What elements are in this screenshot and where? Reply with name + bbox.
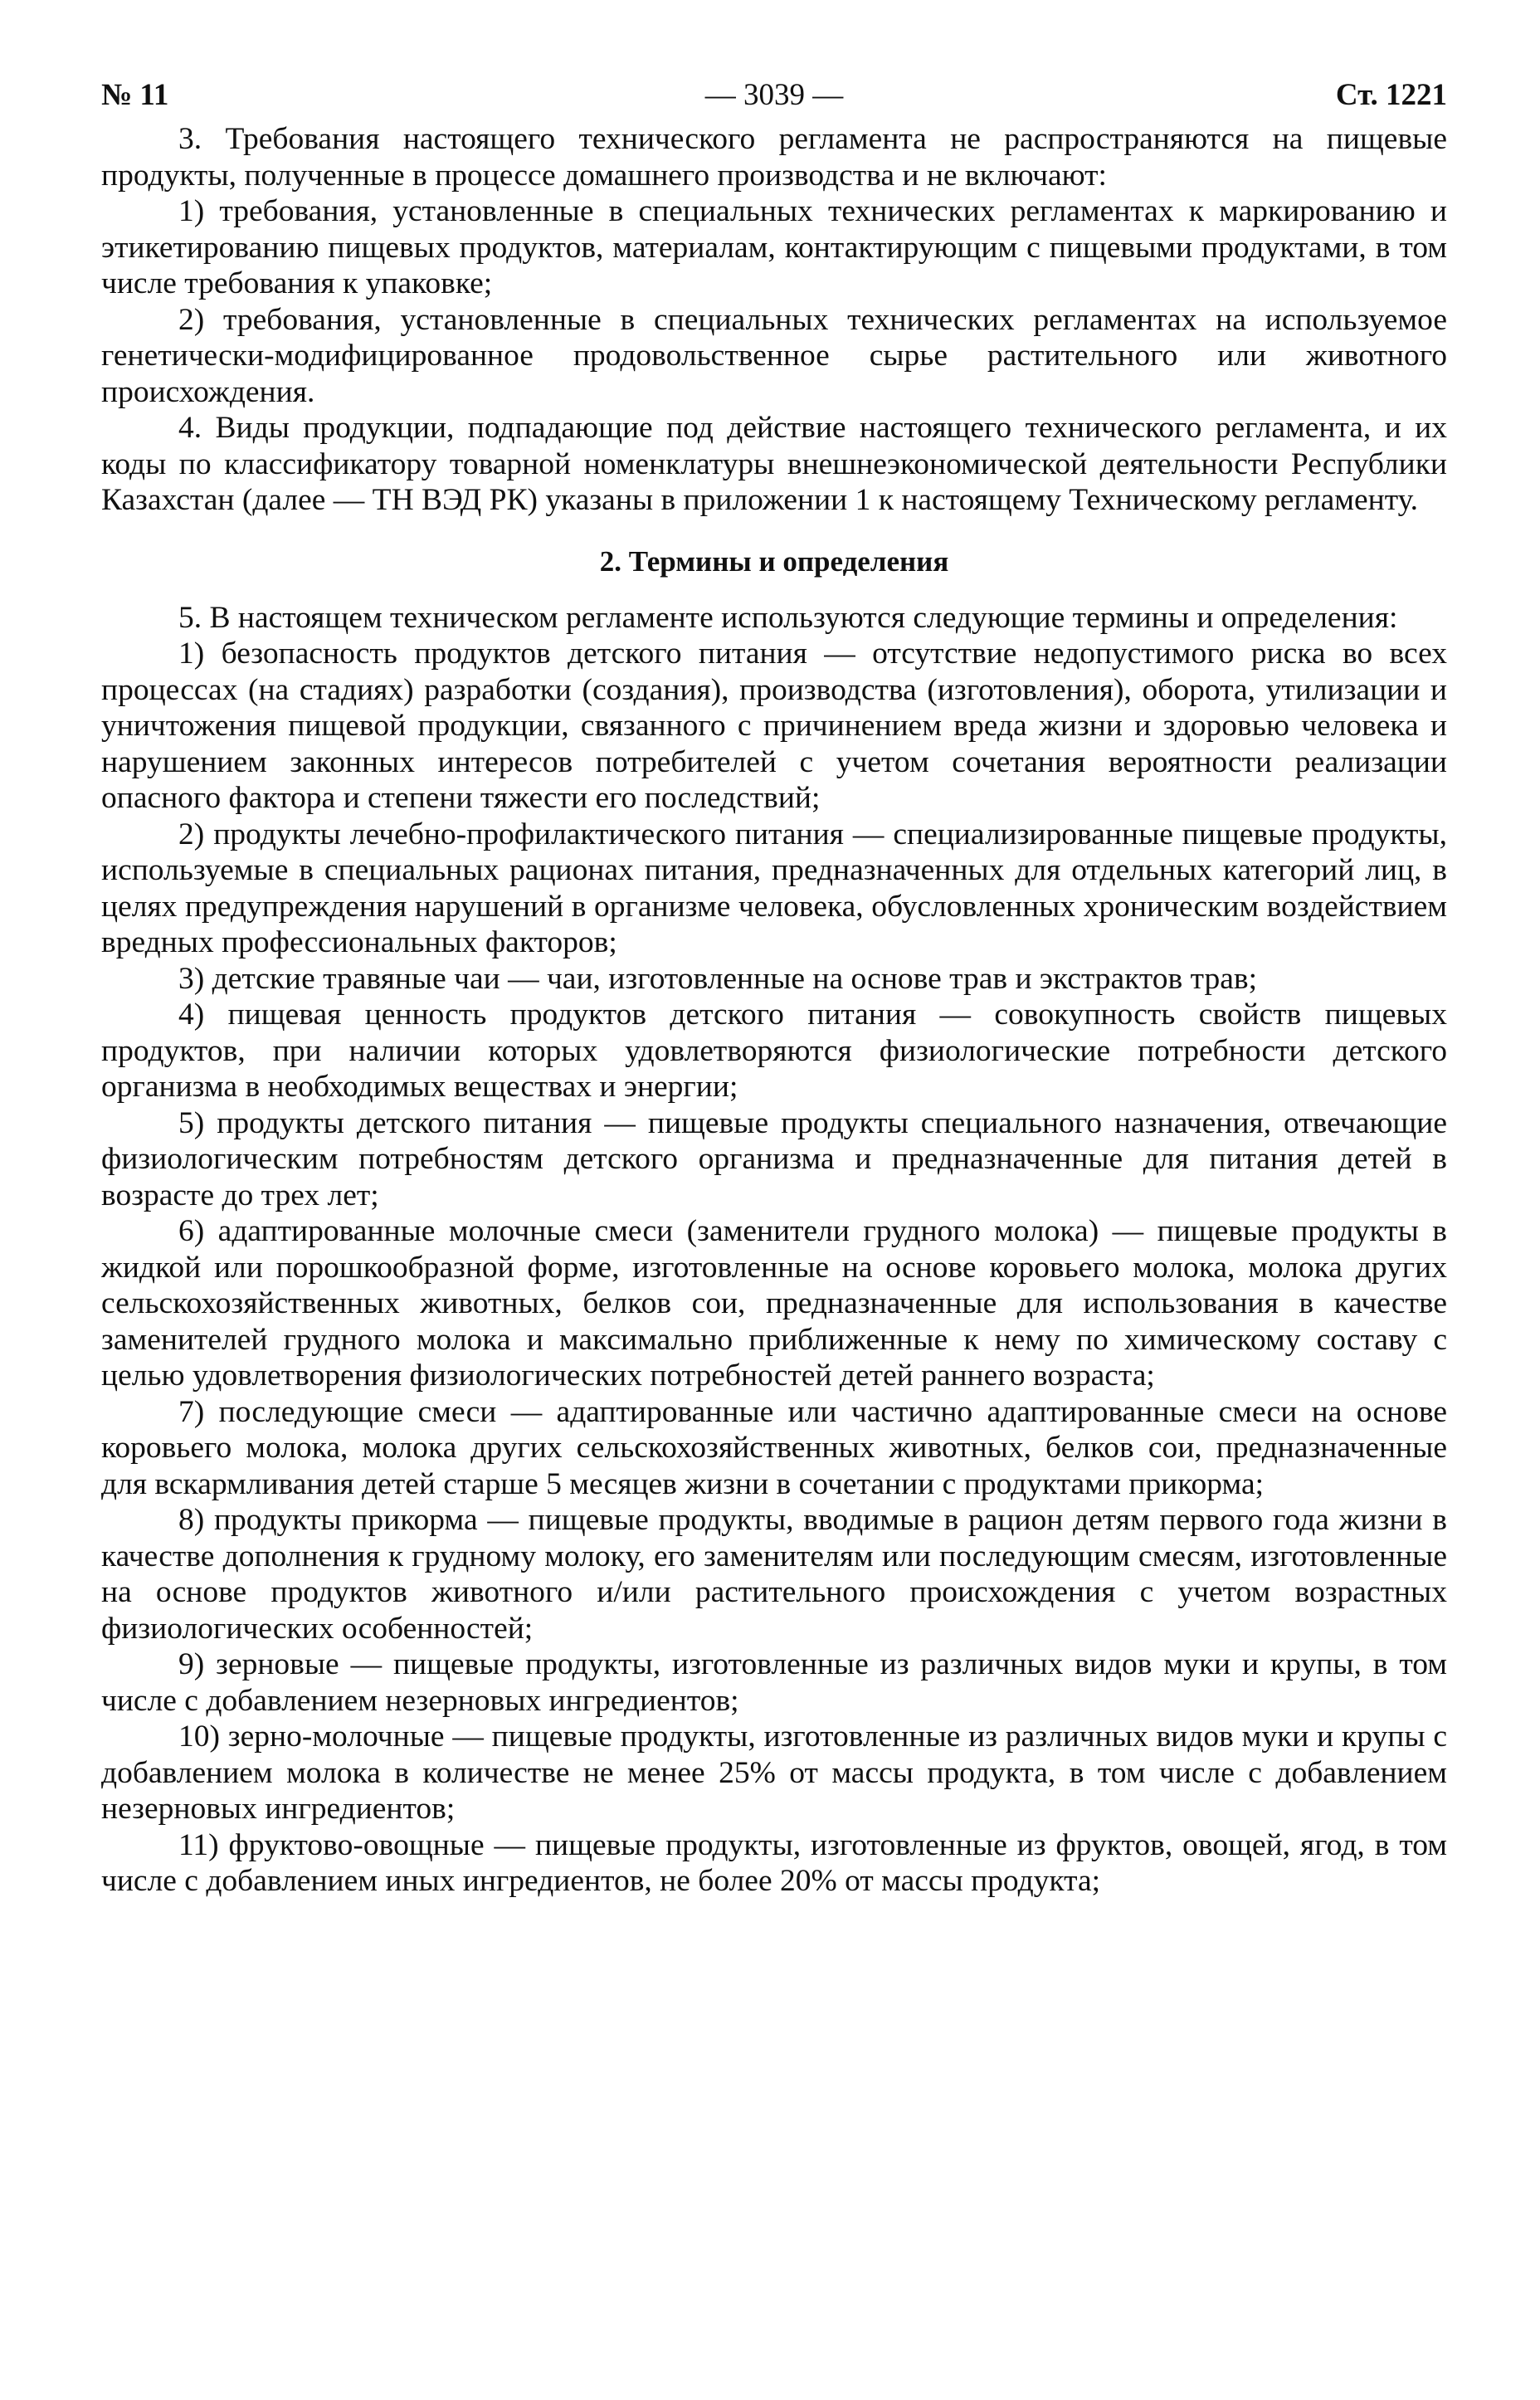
definition-1: 1) безопасность продуктов детского питания — отсутствие недопустимого риска во всех процессах (на стадиях) разработки (создания), производства (изготовления), оборота, утилизации и уничтожения пищевой продукции, связанного с причинением вреда жизни и здоровью человека и нарушением законных интересов потребителей с учетом сочетания вероятности реализации опасного фактора и степени тяжести его последствий; <box>101 637 1447 815</box>
document-body <box>101 121 1447 1900</box>
page-header <box>101 76 1447 115</box>
definition-2: 2) продукты лечебно-профилактического питания — специализированные пищевые продукты, используемые в специальных рационах питания, предназначенных для отдельных категорий лиц, в целях предупреждения нарушений в организме человека, обусловленных хроническим воздействием вредных профессиональных факторов; <box>101 817 1447 959</box>
paragraph-4: 4. Виды продукции, подпадающие под действие настоящего технического регламента, и их коды по классификатору товарной номенклатуры внешнеэкономической деятельности Республики Казахстан (далее — ТН ВЭД РК) указаны в приложении 1 к настоящему Техническому регламенту. <box>101 411 1447 517</box>
definition-10: 10) зерно-молочные — пищевые продукты, изготовленные из различных видов муки и крупы с добавлением молока в количестве не менее 25% от массы продукта, в том числе с добавлением незерновых ингредиентов; <box>101 1720 1447 1826</box>
paragraph-5: 5. В настоящем техническом регламенте используются следующие термины и определения: <box>178 600 1398 635</box>
document-page <box>101 76 1447 1900</box>
definition-4: 4) пищевая ценность продуктов детского питания — совокупность свойств пищевых продуктов, при наличии которых удовлетворяются физиологические потребности детского организма в необходимых веществах и энергии; <box>101 998 1447 1104</box>
paragraph-3-item-1: 1) требования, установленные в специальных технических регламентах к маркированию и этикетированию пищевых продуктов, материалам, контактирующим с пищевыми продуктами, в том числе требования к упаковке; <box>101 194 1447 300</box>
section-title: 2. Термины и определения <box>599 544 949 578</box>
definition-8: 8) продукты прикорма — пищевые продукты, вводимые в рацион детям первого года жизни в качестве дополнения к грудному молоку, его заменителям или последующим смесям, изготовленные на основе продуктов животного и/или растительного происхождения с учетом возрастных физиологических особенностей; <box>101 1503 1447 1646</box>
issue-number: № 11 <box>101 78 169 112</box>
definition-5: 5) продукты детского питания — пищевые продукты специального назначения, отвечающие физиологическим потребностям детского организма и предназначенные для питания детей в возрасте до трех лет; <box>101 1105 1447 1212</box>
definition-6: 6) адаптированные молочные смеси (заменители грудного молока) — пищевые продукты в жидкой или порошкообразной форме, изготовленные на основе коровьего молока, молока других сельскохозяйственных животных, белков сои, предназначенные для использования в качестве заменителей грудного молока и максимально приближенные к нему по химическому составу с целью удовлетворения физиологических потребностей детей раннего возраста; <box>101 1214 1447 1393</box>
paragraph-3-item-2: 2) требования, установленные в специальных технических регламентах на используемое генетически-модифицированное продовольственное сырье растительного или животного происхождения. <box>101 302 1447 409</box>
definition-7: 7) последующие смеси — адаптированные или частично адаптированные смеси на основе коровьего молока, молока других сельскохозяйственных животных, белков сои, предназначенные для вскармливания детей старше 5 месяцев жизни в сочетании с продуктами прикорма; <box>101 1394 1447 1501</box>
paragraph-3: 3. Требования настоящего технического регламента не распространяются на пищевые продукты, полученные в процессе домашнего производства и не включают: <box>101 122 1447 193</box>
definition-11: 11) фруктово-овощные — пищевые продукты, изготовленные из фруктов, овощей, ягод, в том числе с добавлением иных ингредиентов, не более 20% от массы продукта; <box>101 1827 1447 1898</box>
definition-3: 3) детские травяные чаи — чаи, изготовленные на основе трав и экстрактов трав; <box>178 961 1257 996</box>
page-number: — 3039 — <box>704 78 844 112</box>
definition-9: 9) зерновые — пищевые продукты, изготовленные из различных видов муки и крупы, в том числе с добавлением незерновых ингредиентов; <box>101 1647 1447 1718</box>
article-number: Ст. 1221 <box>1335 78 1447 112</box>
